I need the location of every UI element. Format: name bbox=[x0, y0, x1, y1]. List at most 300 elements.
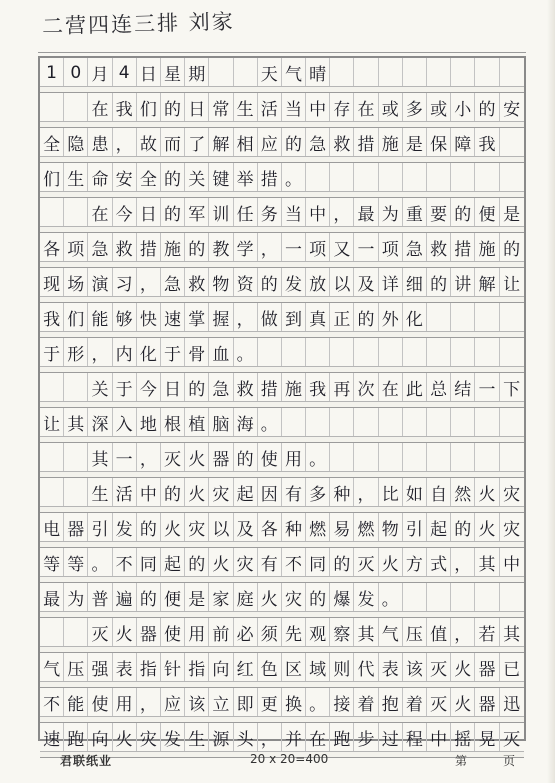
grid-cell: 区 bbox=[282, 653, 306, 682]
grid-cell: 的 bbox=[161, 198, 185, 227]
grid-cell bbox=[379, 58, 403, 87]
grid-cell: 的 bbox=[306, 583, 330, 612]
row-gap bbox=[40, 506, 524, 512]
grid-cell: 在 bbox=[379, 373, 403, 402]
page-suffix: 页 bbox=[503, 754, 516, 768]
grid-row bbox=[40, 128, 524, 163]
grid-cell: 其 bbox=[354, 618, 378, 647]
grid-cell: 项 bbox=[379, 233, 403, 262]
grid-cell bbox=[427, 303, 451, 332]
grid-cell: 火 bbox=[185, 478, 209, 507]
grid-cell: 。 bbox=[306, 443, 330, 472]
grid-cell: 遍 bbox=[113, 583, 137, 612]
grid-cells bbox=[40, 58, 524, 87]
grid-cell bbox=[500, 303, 524, 332]
grid-cell: 血 bbox=[209, 338, 233, 367]
grid-cell: 措 bbox=[258, 163, 282, 192]
grid-cell: 命 bbox=[88, 163, 112, 192]
grid-cell: 我 bbox=[475, 128, 499, 157]
grid-cell: 能 bbox=[64, 688, 88, 717]
grid-cell: 生 bbox=[64, 163, 88, 192]
grid-cell: 速 bbox=[40, 723, 64, 752]
grid-cell bbox=[354, 338, 378, 367]
grid-cell: 燃 bbox=[354, 513, 378, 542]
grid-cell: 速 bbox=[161, 303, 185, 332]
grid-cell: ， bbox=[451, 618, 475, 647]
grid-cell: 措 bbox=[354, 128, 378, 157]
grid-cell: 值 bbox=[427, 618, 451, 647]
grid-cell: 了 bbox=[185, 128, 209, 157]
grid-cell: 器 bbox=[475, 688, 499, 717]
grid-cell: 自 bbox=[427, 478, 451, 507]
grid-cell: 的 bbox=[161, 478, 185, 507]
grid-cell: 项 bbox=[306, 233, 330, 262]
grid-cells bbox=[40, 93, 524, 122]
grid-cell: ， bbox=[258, 233, 282, 262]
grid-cell: 的 bbox=[137, 583, 161, 612]
grid-cell: 的 bbox=[427, 268, 451, 297]
grid-cell: 中 bbox=[137, 478, 161, 507]
row-gap bbox=[40, 541, 524, 547]
grid-cell bbox=[427, 443, 451, 472]
grid-cell: ， bbox=[113, 128, 137, 157]
row-gap bbox=[40, 261, 524, 267]
grid-cell bbox=[427, 58, 451, 87]
row-gap bbox=[40, 576, 524, 582]
grid-cell: 灭 bbox=[427, 688, 451, 717]
grid-cell: 解 bbox=[475, 268, 499, 297]
grid-row bbox=[40, 233, 524, 268]
grid-cell: 用 bbox=[185, 618, 209, 647]
grid-cell: 普 bbox=[88, 583, 112, 612]
grid-cell: 。 bbox=[234, 338, 258, 367]
grid-cell: ， bbox=[137, 443, 161, 472]
grid-cell: 存 bbox=[330, 93, 354, 122]
grid-cell: 发 bbox=[354, 583, 378, 612]
grid-cell: 压 bbox=[64, 653, 88, 682]
grid-cell: 中 bbox=[306, 93, 330, 122]
grid-cell: 举 bbox=[234, 163, 258, 192]
grid-cell: 习 bbox=[113, 268, 137, 297]
grid-cell: 的 bbox=[161, 163, 185, 192]
grid-spec: 20 x 20=400 bbox=[250, 752, 329, 766]
grid-cell: 爆 bbox=[330, 583, 354, 612]
grid-cell: 的 bbox=[185, 373, 209, 402]
grid-cells bbox=[40, 443, 524, 472]
grid-cell: 是 bbox=[503, 205, 521, 225]
grid-cell: ， bbox=[137, 268, 161, 297]
grid-cell: 常 bbox=[209, 93, 233, 122]
grid-row bbox=[40, 198, 524, 233]
grid-cell bbox=[427, 408, 451, 437]
grid-cell: 换 bbox=[282, 688, 306, 717]
grid-cell: 向 bbox=[88, 723, 112, 752]
grid-cell: 故 bbox=[137, 128, 161, 157]
grid-cell bbox=[209, 58, 233, 87]
row-gap bbox=[40, 86, 524, 92]
grid-cell: 不 bbox=[113, 548, 137, 577]
grid-cell: 器 bbox=[64, 513, 88, 542]
grid-cell: 生 bbox=[185, 723, 209, 752]
grid-cell: 物 bbox=[209, 268, 233, 297]
grid-row bbox=[40, 373, 524, 408]
grid-cell: 必 bbox=[234, 618, 258, 647]
grid-cell: 其 bbox=[503, 625, 521, 645]
grid-cell: 便 bbox=[475, 198, 499, 227]
grid-cell: 月 bbox=[88, 58, 112, 87]
grid-cell: 一 bbox=[282, 233, 306, 262]
scan-edge bbox=[547, 0, 555, 783]
grid-cell: 及 bbox=[354, 268, 378, 297]
grid-cell bbox=[427, 163, 451, 192]
grid-cell bbox=[403, 408, 427, 437]
grid-cell: 今 bbox=[137, 373, 161, 402]
grid-cell bbox=[64, 478, 88, 507]
grid-cell: ， bbox=[258, 723, 282, 752]
grid-cell bbox=[40, 618, 64, 647]
grid-cell: 表 bbox=[379, 653, 403, 682]
grid-cell: 1 bbox=[40, 58, 64, 87]
grid-cell: 器 bbox=[137, 618, 161, 647]
grid-cell: 则 bbox=[330, 653, 354, 682]
grid-cell: 是 bbox=[185, 583, 209, 612]
grid-cell bbox=[500, 583, 524, 612]
grid-cell: 星 bbox=[161, 58, 185, 87]
grid-cell: 向 bbox=[209, 653, 233, 682]
grid-cell: 的 bbox=[282, 128, 306, 157]
grid-cell: 救 bbox=[113, 233, 137, 262]
paper-footer bbox=[0, 748, 555, 772]
grid-cell: 日 bbox=[185, 93, 209, 122]
grid-cell: 表 bbox=[113, 653, 137, 682]
grid-cell bbox=[403, 443, 427, 472]
grid-cell bbox=[451, 443, 475, 472]
grid-cell bbox=[306, 408, 330, 437]
grid-cell: 比 bbox=[379, 478, 403, 507]
grid-cell: 施 bbox=[379, 128, 403, 157]
grid-cell: 施 bbox=[475, 233, 499, 262]
grid-cell: 火 bbox=[451, 688, 475, 717]
grid-cell: 以 bbox=[209, 513, 233, 542]
grid-cell: 其 bbox=[64, 408, 88, 437]
grid-row bbox=[40, 688, 524, 723]
grid-cell: 施 bbox=[161, 233, 185, 262]
top-rule bbox=[38, 52, 526, 53]
row-gap bbox=[40, 611, 524, 617]
grid-row bbox=[40, 583, 524, 618]
grid-cell: 器 bbox=[475, 653, 499, 682]
row-gap bbox=[40, 226, 524, 232]
grid-cell: 根 bbox=[161, 408, 185, 437]
grid-cell: 化 bbox=[403, 303, 427, 332]
grid-row bbox=[40, 163, 524, 198]
grid-cell bbox=[64, 443, 88, 472]
grid-cell bbox=[403, 163, 427, 192]
grid-cell: 更 bbox=[258, 688, 282, 717]
grid-cell: 同 bbox=[137, 548, 161, 577]
grid-cell bbox=[354, 408, 378, 437]
grid-cell bbox=[306, 338, 330, 367]
grid-cell bbox=[282, 338, 306, 367]
grid-cell: 晴 bbox=[306, 58, 330, 87]
grid-cell: 庭 bbox=[234, 583, 258, 612]
paper-brand: 君联纸业 bbox=[60, 754, 113, 768]
grid-cell: 压 bbox=[403, 618, 427, 647]
grid-cell: 的 bbox=[258, 268, 282, 297]
grid-cell: 的 bbox=[354, 303, 378, 332]
grid-cell: 指 bbox=[185, 653, 209, 682]
grid-cell: 应 bbox=[258, 128, 282, 157]
grid-cell: 急 bbox=[88, 233, 112, 262]
grid-cell: 的 bbox=[185, 233, 209, 262]
grid-cell: ， bbox=[354, 478, 378, 507]
grid-cell: 急 bbox=[403, 233, 427, 262]
grid-cell: 于 bbox=[113, 373, 137, 402]
grid-cell: 演 bbox=[88, 268, 112, 297]
grid-cell: 活 bbox=[113, 478, 137, 507]
grid-cell: 该 bbox=[403, 653, 427, 682]
grid-cell bbox=[40, 478, 64, 507]
grid-cell: 火 bbox=[209, 548, 233, 577]
grid-cell: 并 bbox=[282, 723, 306, 752]
grid-cell: 务 bbox=[258, 198, 282, 227]
grid-cell: 0 bbox=[64, 58, 88, 87]
grid-cell bbox=[40, 93, 64, 122]
grid-cell: 入 bbox=[113, 408, 137, 437]
grid-cell: 植 bbox=[185, 408, 209, 437]
grid-cell: 的 bbox=[185, 548, 209, 577]
grid-cell: ， bbox=[451, 548, 475, 577]
grid-cell: 次 bbox=[354, 373, 378, 402]
grid-cell: 火 bbox=[475, 478, 499, 507]
grid-cell: 再 bbox=[330, 373, 354, 402]
grid-cell: 先 bbox=[282, 618, 306, 647]
grid-cell bbox=[330, 338, 354, 367]
row-gap bbox=[40, 121, 524, 127]
grid-row bbox=[40, 653, 524, 688]
grid-cell bbox=[500, 443, 524, 472]
grid-cell: 跑 bbox=[330, 723, 354, 752]
grid-cell: 灾 bbox=[209, 478, 233, 507]
grid-cell bbox=[500, 408, 524, 437]
grid-cell: 患 bbox=[88, 128, 112, 157]
grid-cell: 指 bbox=[137, 653, 161, 682]
grid-cell: 讲 bbox=[451, 268, 475, 297]
grid-cell: 针 bbox=[161, 653, 185, 682]
grid-cell: 在 bbox=[354, 93, 378, 122]
grid-cell: 各 bbox=[258, 513, 282, 542]
grid-cell: 到 bbox=[282, 303, 306, 332]
grid-cell: 全 bbox=[40, 128, 64, 157]
grid-cell: 地 bbox=[137, 408, 161, 437]
row-gap bbox=[40, 366, 524, 372]
grid-cell bbox=[258, 338, 282, 367]
grid-cell: ， bbox=[234, 303, 258, 332]
grid-cells bbox=[40, 338, 524, 367]
grid-cell: 代 bbox=[354, 653, 378, 682]
grid-cell: 一 bbox=[475, 373, 499, 402]
grid-cell bbox=[234, 58, 258, 87]
grid-cell: 资 bbox=[234, 268, 258, 297]
grid-cell: 掌 bbox=[185, 303, 209, 332]
grid-cell bbox=[64, 373, 88, 402]
grid-cell: 放 bbox=[306, 268, 330, 297]
grid-cell: 天 bbox=[258, 58, 282, 87]
grid-cell: ， bbox=[88, 338, 112, 367]
grid-cell bbox=[475, 58, 499, 87]
grid-cell: 的 bbox=[234, 443, 258, 472]
grid-cell: 气 bbox=[282, 58, 306, 87]
grid-cell: 起 bbox=[161, 548, 185, 577]
grid-cell: 该 bbox=[185, 688, 209, 717]
grid-cell: 有 bbox=[258, 548, 282, 577]
grid-cell: 关 bbox=[88, 373, 112, 402]
grid-cell bbox=[354, 163, 378, 192]
grid-cell bbox=[330, 443, 354, 472]
grid-cell: 正 bbox=[330, 303, 354, 332]
grid-cell bbox=[475, 443, 499, 472]
grid-cell: 引 bbox=[88, 513, 112, 542]
grid-cell: 灾 bbox=[234, 548, 258, 577]
grid-cell: 使 bbox=[88, 688, 112, 717]
grid-cell bbox=[354, 443, 378, 472]
grid-cell: 重 bbox=[403, 198, 427, 227]
grid-cell: 迅 bbox=[503, 695, 521, 715]
grid-cell: 我 bbox=[113, 93, 137, 122]
grid-cell: 救 bbox=[185, 268, 209, 297]
grid-cell bbox=[403, 58, 427, 87]
grid-cell: 若 bbox=[475, 618, 499, 647]
grid-cell: 日 bbox=[137, 58, 161, 87]
grid-cell: 灾 bbox=[503, 520, 521, 540]
grid-cell bbox=[379, 338, 403, 367]
grid-cell: 摇 bbox=[451, 723, 475, 752]
grid-cell: 发 bbox=[161, 723, 185, 752]
grid-cell: 灭 bbox=[503, 730, 521, 750]
grid-cell: 前 bbox=[209, 618, 233, 647]
grid-cells bbox=[40, 373, 524, 402]
grid-cell: 域 bbox=[306, 653, 330, 682]
grid-cell: 让 bbox=[40, 408, 64, 437]
grid-cell: 灭 bbox=[88, 618, 112, 647]
grid-cell: 的 bbox=[137, 513, 161, 542]
row-gap bbox=[40, 471, 524, 477]
grid-cell: 训 bbox=[209, 198, 233, 227]
grid-cell: 要 bbox=[427, 198, 451, 227]
grid-cell: 火 bbox=[379, 548, 403, 577]
grid-cell: 救 bbox=[234, 373, 258, 402]
grid-cell: 现 bbox=[40, 268, 64, 297]
grid-cell: 。 bbox=[88, 548, 112, 577]
grid-cells bbox=[40, 268, 524, 297]
grid-cell: 内 bbox=[113, 338, 137, 367]
grid-cell: 灾 bbox=[503, 485, 521, 505]
grid-cell: 灭 bbox=[161, 443, 185, 472]
grid-cell: 其 bbox=[475, 548, 499, 577]
grid-cell: 于 bbox=[40, 338, 64, 367]
grid-cell: 。 bbox=[306, 688, 330, 717]
grid-cell: 电 bbox=[40, 513, 64, 542]
grid-cell bbox=[475, 583, 499, 612]
grid-cell: 最 bbox=[354, 198, 378, 227]
grid-cell bbox=[403, 583, 427, 612]
grid-cell: 日 bbox=[161, 373, 185, 402]
grid-cell: 火 bbox=[258, 583, 282, 612]
grid-cell: 安 bbox=[503, 100, 521, 120]
row-gap bbox=[40, 156, 524, 162]
grid-cell: 教 bbox=[209, 233, 233, 262]
grid-cell: 的 bbox=[330, 548, 354, 577]
grid-cell bbox=[475, 408, 499, 437]
grid-cell: 着 bbox=[403, 688, 427, 717]
grid-cell bbox=[451, 163, 475, 192]
row-gap bbox=[40, 401, 524, 407]
grid-cell: 接 bbox=[330, 688, 354, 717]
grid-cell: 。 bbox=[282, 163, 306, 192]
grid-cell: 握 bbox=[209, 303, 233, 332]
grid-cell: 强 bbox=[88, 653, 112, 682]
grid-cell bbox=[330, 58, 354, 87]
grid-cell: 相 bbox=[234, 128, 258, 157]
grid-cell: 火 bbox=[161, 513, 185, 542]
grid-cells bbox=[40, 233, 524, 262]
grid-cell: 化 bbox=[137, 338, 161, 367]
grid-cell: 隐 bbox=[64, 128, 88, 157]
grid-cell: 做 bbox=[258, 303, 282, 332]
grid-cell: 晃 bbox=[475, 723, 499, 752]
row-gap bbox=[40, 681, 524, 687]
grid-cell: 快 bbox=[137, 303, 161, 332]
grid-cell bbox=[64, 618, 88, 647]
grid-cell bbox=[330, 408, 354, 437]
row-gap bbox=[40, 646, 524, 652]
grid-cell: 各 bbox=[40, 233, 64, 262]
grid-cell: 日 bbox=[137, 198, 161, 227]
grid-cell: 家 bbox=[209, 583, 233, 612]
grid-cell bbox=[427, 583, 451, 612]
grid-cell: 于 bbox=[161, 338, 185, 367]
grid-row bbox=[40, 58, 524, 93]
grid-cell: 项 bbox=[64, 233, 88, 262]
grid-row bbox=[40, 478, 524, 513]
grid-cell bbox=[475, 303, 499, 332]
grid-cell: 等 bbox=[64, 548, 88, 577]
grid-cell: 发 bbox=[282, 268, 306, 297]
grid-cell: 当 bbox=[282, 93, 306, 122]
grid-row bbox=[40, 303, 524, 338]
grid-cell: 气 bbox=[40, 653, 64, 682]
grid-cell: 障 bbox=[451, 128, 475, 157]
grid-cell: 引 bbox=[403, 513, 427, 542]
grid-cell: 外 bbox=[379, 303, 403, 332]
grid-cell: 的 bbox=[451, 198, 475, 227]
grid-cell: 的 bbox=[451, 513, 475, 542]
grid-cell: 用 bbox=[282, 443, 306, 472]
grid-cell: 真 bbox=[306, 303, 330, 332]
grid-row bbox=[40, 618, 524, 653]
row-gap bbox=[40, 191, 524, 197]
grid-cell bbox=[451, 303, 475, 332]
grid-cell: 最 bbox=[40, 583, 64, 612]
grid-cell: 中 bbox=[306, 198, 330, 227]
grid-cell: 的 bbox=[503, 240, 521, 260]
grid-cell: 保 bbox=[427, 128, 451, 157]
grid-cell: 跑 bbox=[64, 723, 88, 752]
grid-cell: 够 bbox=[113, 303, 137, 332]
grid-cell: 源 bbox=[209, 723, 233, 752]
grid-cell: 起 bbox=[234, 478, 258, 507]
grid-cell: 式 bbox=[427, 548, 451, 577]
